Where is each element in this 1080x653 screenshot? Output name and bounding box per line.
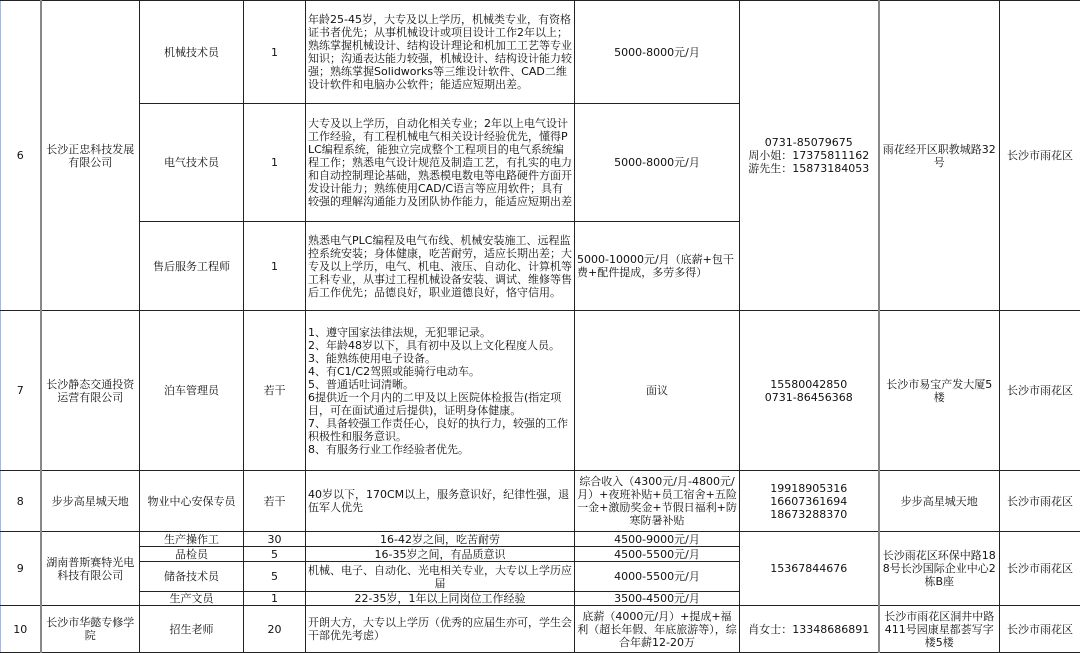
salary: 底薪（4000元/月）+提成+福利（超长年假、年底旅游等），综合年薪12-20万: [575, 606, 740, 653]
position-title: 泊车管理员: [140, 311, 244, 471]
row-number: 6: [1, 1, 41, 311]
salary: 综合收入（4300元/月-4800元/月）+夜班补贴+员工宿舍+五险一金+激励奖金+节假日福利+防寒防暑补贴: [575, 471, 740, 532]
contact: 15367844676: [740, 532, 879, 606]
district: 长沙市雨花区: [1000, 532, 1080, 606]
position-title: 机械技术员: [140, 1, 244, 104]
table-body: [1, 1, 1080, 653]
requirements: 40岁以下，170CM以上，服务意识好，纪律性强，退伍军人优先: [306, 471, 575, 532]
address: 长沙市雨花区洞井中路411号园康星都荟写字楼5楼: [879, 606, 1000, 653]
salary: 3500-4500元/月: [575, 592, 740, 606]
headcount: 5: [244, 562, 306, 592]
table-row: [1, 311, 1080, 471]
table-row: [1, 471, 1080, 532]
requirements: 1、遵守国家法律法规，无犯罪记录。 2、年龄48岁以下，具有初中及以上文化程度人员。 3、能熟练使用电子设备。 4、有C1/C2驾照或能骑行电动车。 5、普通话吐词清晰。 6提供近一个月内的二甲及以上医院体检报告(指定项目，可在面试通过后提供)，证明身体健康。 7、具备较强工作责任心，良好的执行力，较强的工作积极性和服务意识。 8、有服务行业工作经验者优先。: [306, 311, 575, 471]
position-title: 生产操作工: [140, 532, 244, 547]
row-number: 7: [1, 311, 41, 471]
position-title: 招生老师: [140, 606, 244, 653]
company-name: 长沙静态交通投资运营有限公司: [41, 311, 140, 471]
headcount: 若干: [244, 311, 306, 471]
company-name: 湖南普斯赛特光电科技有限公司: [41, 532, 140, 606]
district: 长沙市雨花区: [1000, 606, 1080, 653]
address: 长沙雨花区环保中路188号长沙国际企业中心2栋B座: [879, 532, 1000, 606]
company-name: 步步高星城天地: [41, 471, 140, 532]
headcount: 1: [244, 1, 306, 104]
requirements: 开朗大方，大专以上学历（优秀的应届生亦可，学生会干部优先考虑）: [306, 606, 575, 653]
salary: 面议: [575, 311, 740, 471]
headcount: 30: [244, 532, 306, 547]
position-title: 物业中心安保专员: [140, 471, 244, 532]
requirements: 16-35岁之间，有品质意识: [306, 547, 575, 562]
salary: 5000-10000元/月（底薪+包干费+配件提成，多劳多得）: [575, 222, 740, 311]
contact: 0731-85079675 周小姐：17375811162 游先生：15873184053: [740, 1, 879, 311]
district: 长沙市雨花区: [1000, 1, 1080, 311]
table-row: [1, 606, 1080, 653]
headcount: 20: [244, 606, 306, 653]
position-title: 品检员: [140, 547, 244, 562]
position-title: 售后服务工程师: [140, 222, 244, 311]
district: 长沙市雨花区: [1000, 311, 1080, 471]
row-number: 10: [1, 606, 41, 653]
address: 雨花经开区职教城路32号: [879, 1, 1000, 311]
requirements: 大专及以上学历，自动化相关专业；2年以上电气设计工作经验，有工程机械电气相关设计经验优先，懂得PLC编程系统，能独立完成整个工程项目的电气系统编程工作；熟悉电气设计规范及制造工艺，有扎实的电力和自动控制理论基础，熟悉模电数电等电路硬件方面开发设计能力；熟练使用CAD/C语言等应用软件；具有较强的理解沟通能力及团队协作能力，能适应短期出差: [306, 104, 575, 222]
headcount: 1: [244, 592, 306, 606]
salary: 5000-8000元/月: [575, 1, 740, 104]
requirements: 熟悉电气PLC编程及电气布线、机械安装施工、远程监控系统安装；身体健康，吃苦耐劳，适应长期出差；大专及以上学历，电气、机电、液压、自动化、计算机等工科专业，从事过工程机械设备安装、调试、维修等售后工作优先；品德良好，职业道德良好，恪守信用。: [306, 222, 575, 311]
salary: 4000-5500元/月: [575, 562, 740, 592]
salary: 4500-5500元/月: [575, 547, 740, 562]
headcount: 1: [244, 104, 306, 222]
contact: 19918905316 16607361694 18673288370: [740, 471, 879, 532]
position-title: 电气技术员: [140, 104, 244, 222]
salary: 5000-8000元/月: [575, 104, 740, 222]
requirements: 年龄25-45岁，大专及以上学历，机械类专业，有资格证书者优先；从事机械设计或项目设计工作2年以上；熟练掌握机械设计、结构设计理论和机加工工艺等专业知识；沟通表达能力较强，机械设计、结构设计能力较强；熟练掌握Solidworks等三维设计软件、CAD二维设计软件和电脑办公软件；能适应短期出差。: [306, 1, 575, 104]
row-number: 9: [1, 532, 41, 606]
district: 长沙市雨花区: [1000, 471, 1080, 532]
contact: 肖女士：13348686891: [740, 606, 879, 653]
company-name: 长沙正忠科技发展有限公司: [41, 1, 140, 311]
requirements: 22-35岁，1年以上同岗位工作经验: [306, 592, 575, 606]
table-row: [1, 1, 1080, 104]
table-row: [1, 532, 1080, 547]
position-title: 储备技术员: [140, 562, 244, 592]
requirements: 16-42岁之间，吃苦耐劳: [306, 532, 575, 547]
contact: 15580042850 0731-86456368: [740, 311, 879, 471]
company-name: 长沙市华懿专修学院: [41, 606, 140, 653]
requirements: 机械、电子、自动化、光电相关专业，大专以上学历应届: [306, 562, 575, 592]
headcount: 5: [244, 547, 306, 562]
headcount: 1: [244, 222, 306, 311]
row-number: 8: [1, 471, 41, 532]
address: 长沙市易宝产发大厦5楼: [879, 311, 1000, 471]
salary: 4500-9000元/月: [575, 532, 740, 547]
position-title: 生产文员: [140, 592, 244, 606]
address: 步步高星城天地: [879, 471, 1000, 532]
headcount: 若干: [244, 471, 306, 532]
